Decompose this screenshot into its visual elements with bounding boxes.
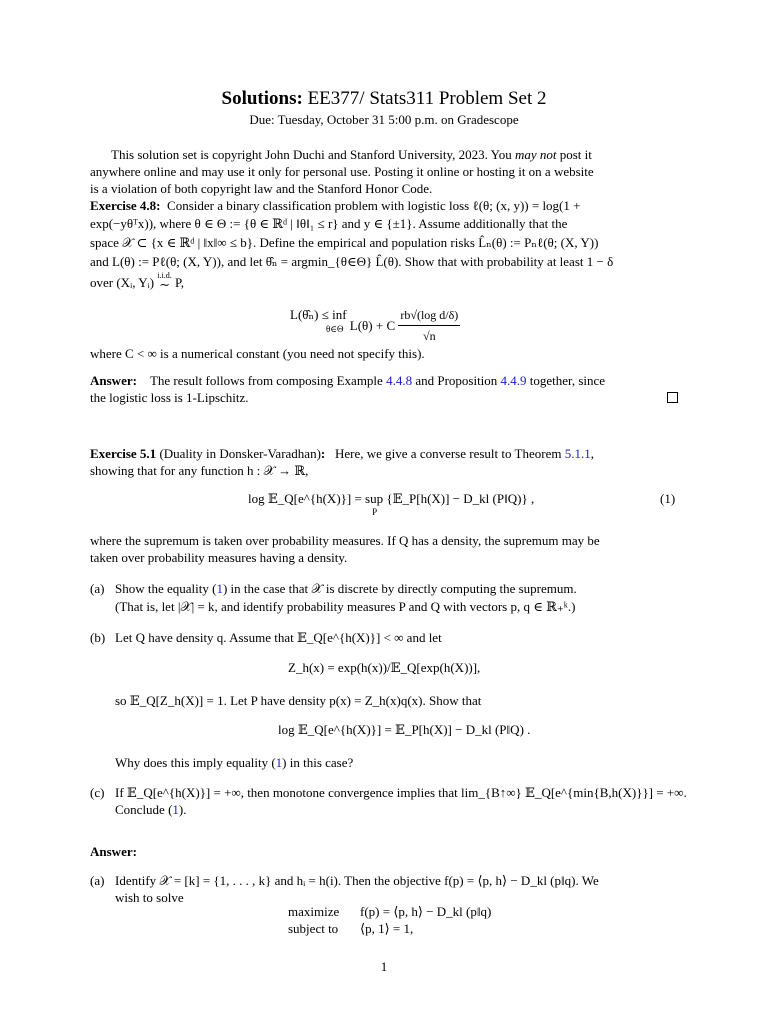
part-b-z-equation: Z_h(x) = exp(h(x))/𝔼_Q[exp(h(X))], (288, 660, 481, 675)
part-a-line-2: (That is, let |𝒳| = k, and identify probability measures P and Q with vectors p, q ∈ ℝ₊ᵏ.) (115, 599, 576, 614)
ref-example-4-4-8[interactable]: 4.4.8 (386, 373, 413, 388)
exercise-4-8-equation: L(θ̂ₙ) ≤ inf θ∈Θ L(θ) + C $\frac{\text{rb√(log d/δ)}}{√n}$ (290, 307, 459, 343)
part-b-log-equation: log 𝔼_Q[e^{h(X)}] = 𝔼_P[h(X)] − D_kl (P‖Q) . (278, 722, 531, 737)
page-number: 1 (380, 959, 388, 974)
answer-5-1-a-label: (a) (90, 873, 105, 888)
answer-4-8-line-2: the logistic loss is 1-Lipschitz. (90, 390, 249, 405)
optimization-subject-to-keyword: subject to (288, 921, 339, 936)
exercise-5-1-line-1: Exercise 5.1 (Duality in Donsker-Varadhan): Here, we give a converse result to Theorem 5.1.1, (90, 446, 594, 461)
exercise-4-8-line-2: exp(−yθᵀx)), where θ ∈ Θ := {θ ∈ ℝᵈ | ‖θ‖₁ ≤ r} and y ∈ {±1}. Assume additionally that the (90, 216, 568, 231)
part-b-line-3: Why does this imply equality (1) in this case? (115, 755, 354, 770)
copyright-line-3: is a violation of both copyright law and the Stanford Honor Code. (90, 181, 433, 196)
exercise-5-1-after-2: taken over probability measures having a density. (90, 550, 348, 565)
equation-numerator: rb√(log d/δ) (398, 306, 460, 326)
exercise-5-1-line-2: showing that for any function h : 𝒳 → ℝ, (90, 463, 309, 478)
ref-equation-1-b[interactable]: 1 (275, 755, 283, 770)
optimization-objective: f(p) = ⟨p, h⟩ − D_kl (p‖q) (360, 904, 492, 919)
answer-4-8-label: Answer: (90, 373, 137, 388)
copyright-emphasis: may not (514, 147, 557, 162)
exercise-4-8-line-1: Exercise 4.8: Consider a binary classification problem with logistic loss ℓ(θ; (x, y)) = log(1 + (90, 198, 581, 213)
copyright-line-1: This solution set is copyright John Duchi and Stanford University, 2023. You may not post it (111, 147, 592, 162)
answer-5-1-label: Answer: (90, 844, 137, 859)
ref-proposition-4-4-9[interactable]: 4.4.9 (500, 373, 527, 388)
iid-label: i.i.d. (157, 271, 172, 280)
answer-5-1-a-line-2: wish to solve (115, 890, 184, 905)
title-bold: Solutions: (221, 88, 303, 109)
part-a-line-1: Show the equality (1) in the case that 𝒳 is discrete by directly computing the supremum. (115, 581, 577, 596)
part-c-line-1: If 𝔼_Q[e^{h(X)}] = +∞, then monotone convergence implies that lim_{B↑∞} 𝔼_Q[e^{min{B,h(X)}}] = +∞. (115, 785, 687, 800)
part-b-label: (b) (90, 630, 106, 645)
part-a-label: (a) (90, 581, 105, 596)
exercise-4-8-line-4: and L(θ) := Pℓ(θ; (X, Y)), and let θ̂ₙ = argmin_{θ∈Θ} L̂(θ). Show that with probability at least 1 − δ (90, 254, 614, 269)
qed-box-icon (667, 392, 678, 403)
exercise-4-8-label: Exercise 4.8: (90, 198, 161, 213)
part-c-line-2: Conclude (1). (115, 802, 187, 817)
title-rest: EE377/ Stats311 Problem Set 2 (307, 88, 547, 109)
exercise-5-1-label: Exercise 5.1 (90, 446, 157, 461)
answer-5-1-a-line-1: Identify 𝒳 = [k] = {1, . . . , k} and hᵢ = h(i). Then the objective f(p) = ⟨p, h⟩ − D_kl (p‖q). We (115, 873, 599, 888)
part-b-line-2: so 𝔼_Q[Z_h(X)] = 1. Let P have density p(x) = Z_h(x)q(x). Show that (115, 693, 482, 708)
ref-equation-1-c[interactable]: 1 (172, 802, 179, 817)
exercise-4-8-line-5: over (Xᵢ, Yᵢ) i.i.d. ∼ P, (90, 271, 185, 292)
equation-denominator: √n (423, 329, 436, 343)
equation-1: log 𝔼_Q[e^{h(X)}] = sup P {𝔼_P[h(X)] − D_kl (P‖Q)} , (248, 491, 535, 517)
answer-4-8-line-1: Answer: The result follows from composing Example 4.4.8 and Proposition 4.4.9 together, since (90, 373, 606, 388)
exercise-4-8-after: where C < ∞ is a numerical constant (you need not specify this). (90, 346, 425, 361)
exercise-5-1-after-1: where the supremum is taken over probability measures. If Q has a density, the supremum may be (90, 533, 600, 548)
part-c-label: (c) (90, 785, 105, 800)
due-date: Due: Tuesday, October 31 5:00 p.m. on Gradescope (249, 112, 519, 127)
copyright-line-2: anywhere online and may use it only for personal use. Posting it online or hosting it on a website (90, 164, 594, 179)
equation-1-tag: (1) (660, 491, 676, 506)
optimization-maximize-keyword: maximize (288, 904, 340, 919)
ref-equation-1[interactable]: 1 (216, 581, 223, 596)
page-title (0, 88, 768, 110)
exercise-4-8-line-3: space 𝒳 ⊂ {x ∈ ℝᵈ | ‖x‖∞ ≤ b}. Define the empirical and population risks L̂ₙ(θ) := Pₙℓ(θ; (X, Y)) (90, 235, 599, 250)
part-b-line-1: Let Q have density q. Assume that 𝔼_Q[e^{h(X)}] < ∞ and let (115, 630, 442, 645)
optimization-constraint: ⟨p, 1⟩ = 1, (360, 921, 414, 936)
ref-theorem-5-1-1[interactable]: 5.1.1 (564, 446, 591, 461)
